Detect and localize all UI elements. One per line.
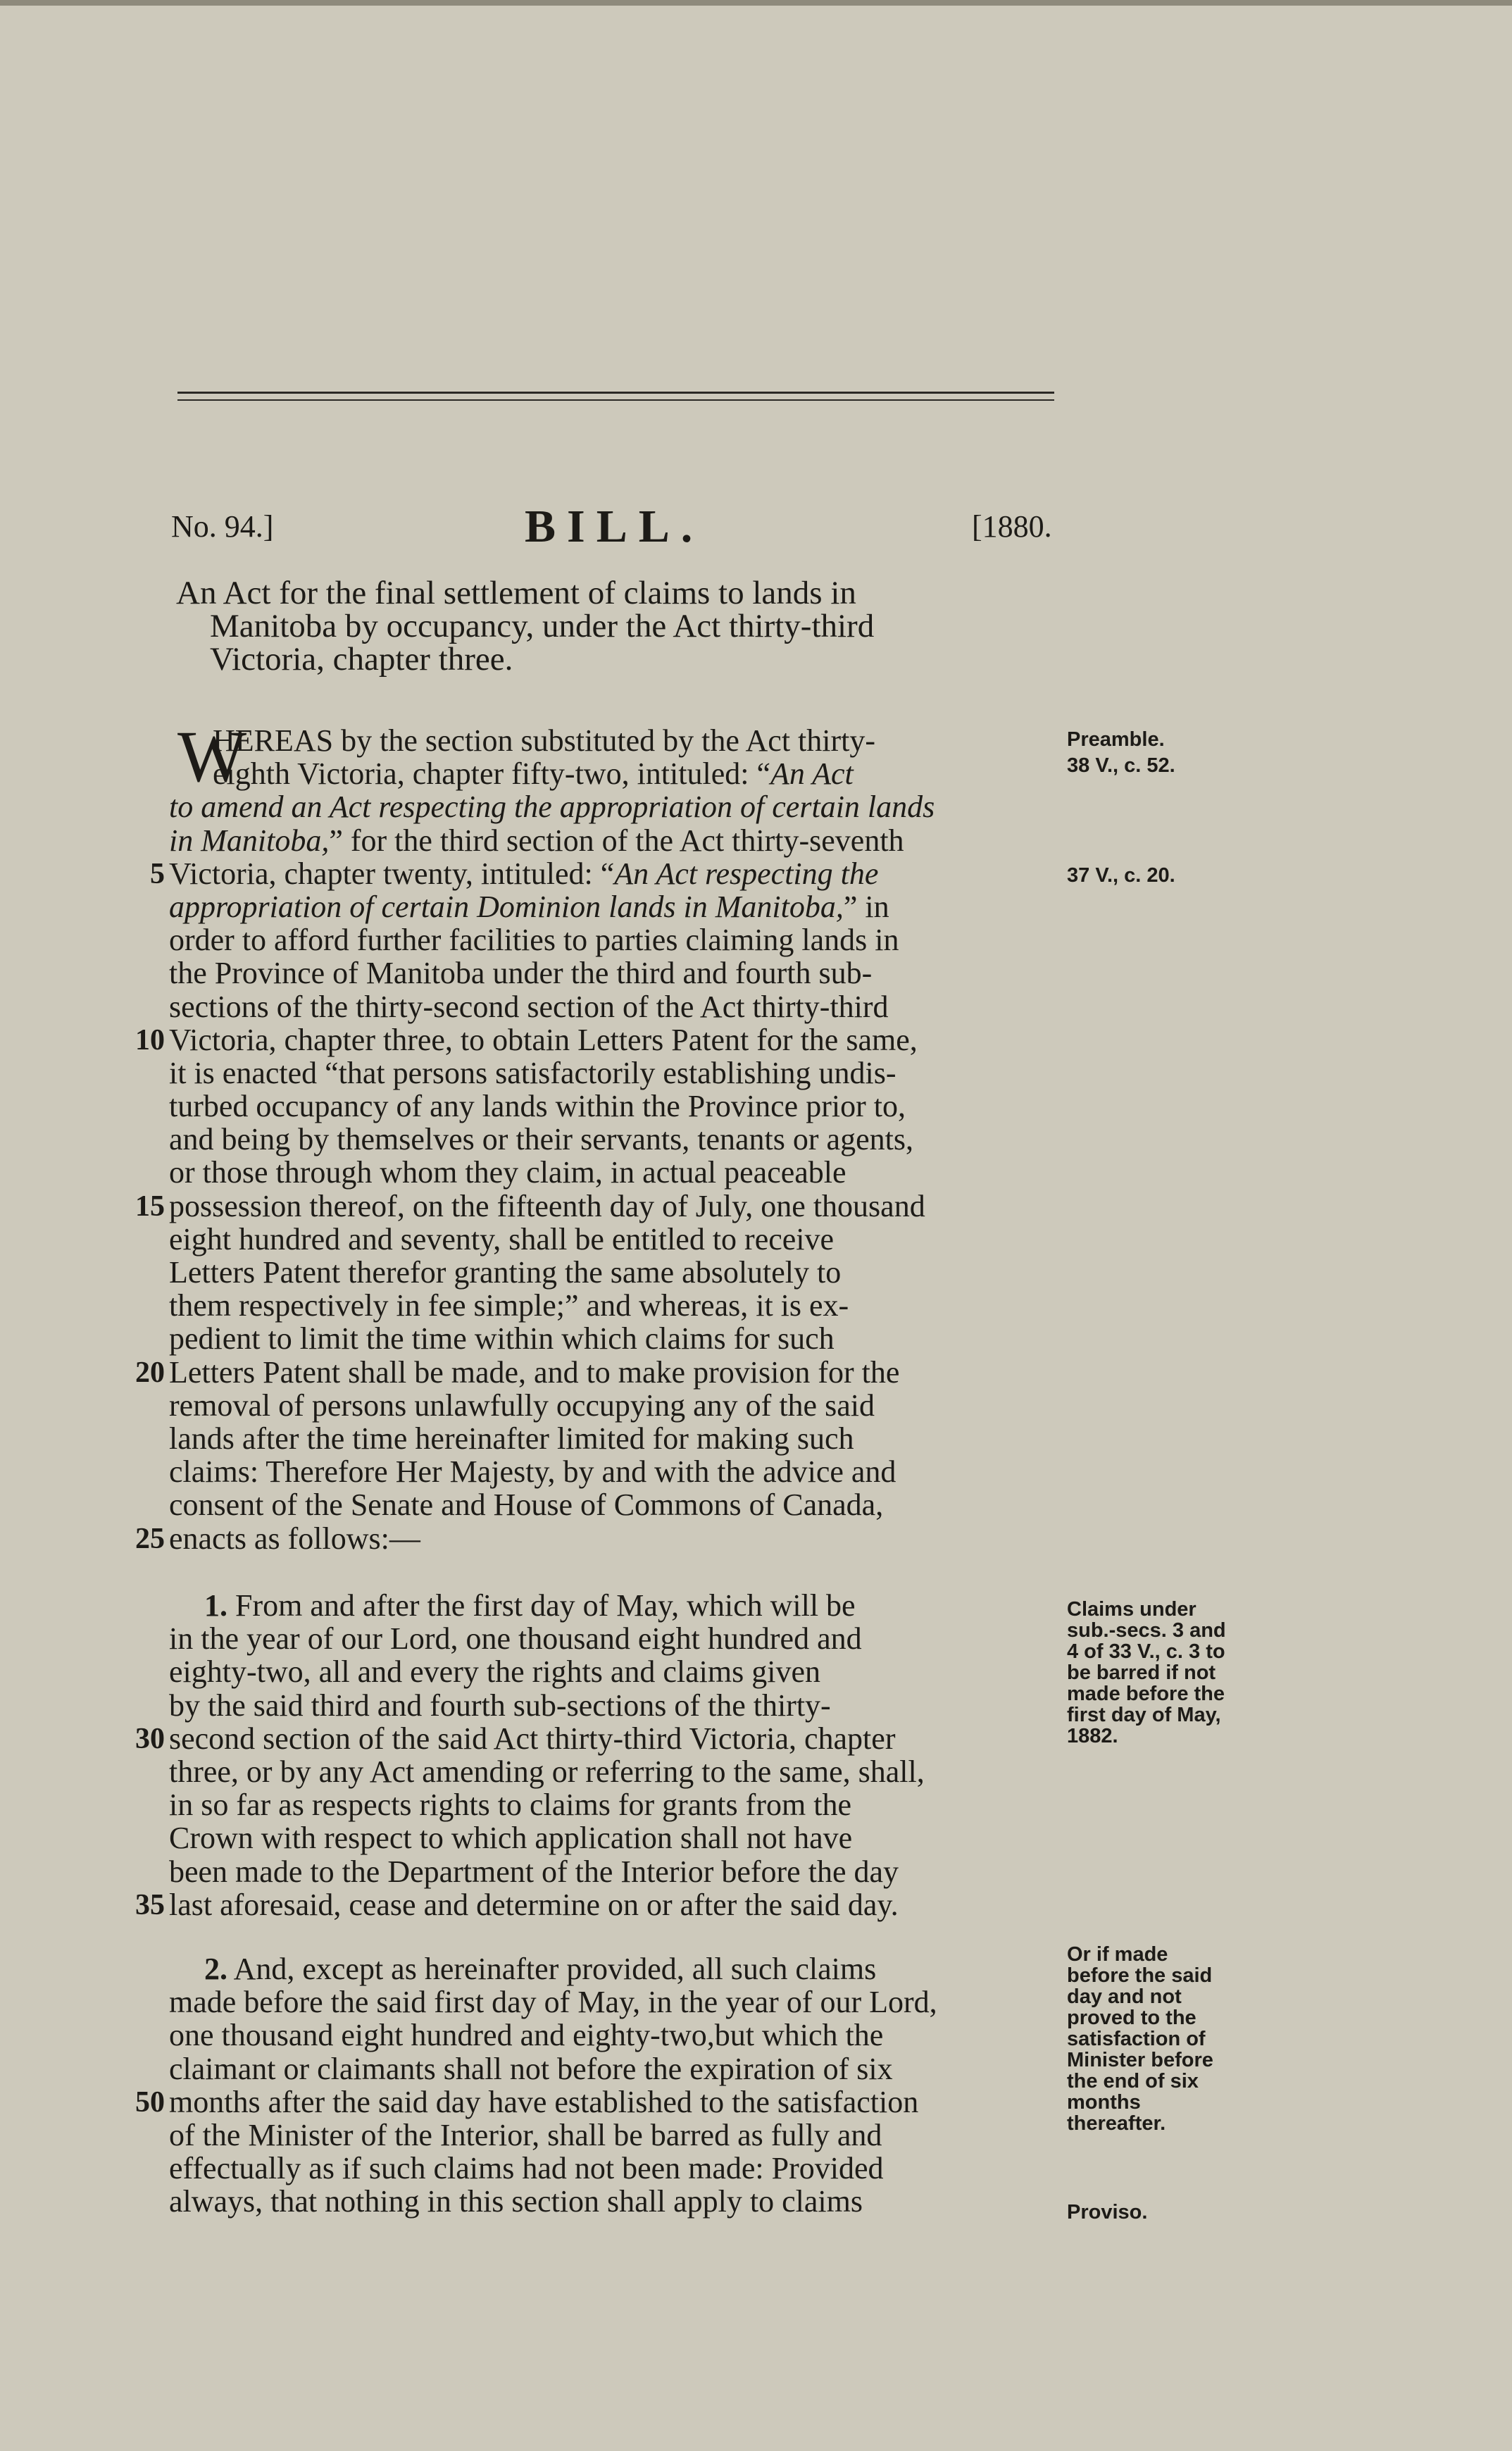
section-1-line: been made to the Department of the Interior before the day [169, 1854, 899, 1889]
section-1-line: in so far as respects rights to claims for grants from the [169, 1788, 851, 1823]
line-number: 35 [135, 1889, 165, 1921]
preamble-line: or those through whom they claim, in actual peaceable [169, 1155, 846, 1190]
section-2-line: of the Minister of the Interior, shall be barred as fully and [169, 2117, 882, 2152]
preamble-line: removal of persons unlawfully occupying any of the said [169, 1387, 875, 1423]
preamble-line: order to afford further facilities to parties claiming lands in [169, 923, 899, 958]
act-title-line: Victoria, chapter three. [210, 641, 513, 678]
preamble-text [169, 716, 1058, 1556]
preamble-line: HEREAS by the section substituted by the Act thirty- [213, 723, 876, 758]
preamble-line: enacts as follows:— [169, 1521, 420, 1556]
bill-number: No. 94.] [171, 509, 274, 544]
line-number: 30 [135, 1723, 165, 1755]
margin-note-proviso: Proviso. [1067, 2201, 1148, 2224]
margin-note-ref-38v: 38 V., c. 52. [1067, 754, 1175, 777]
bill-year: [1880. [972, 509, 1052, 544]
preamble-line: eighth Victoria, chapter fifty-two, intituled: “An Act [213, 756, 854, 792]
section-1-line: eighty-two, all and every the rights and claims given [169, 1654, 820, 1690]
preamble-line: them respectively in fee simple;” and whereas, it is ex- [169, 1288, 849, 1323]
section-2-line: effectually as if such claims had not been made: Provided [169, 2151, 884, 2186]
line-number: 10 [135, 1024, 165, 1056]
preamble-line: consent of the Senate and House of Commons of Canada, [169, 1488, 884, 1523]
preamble-line: Victoria, chapter twenty, intituled: “An Act respecting the [169, 856, 879, 891]
preamble-line: eight hundred and seventy, shall be entitled to receive [169, 1221, 835, 1256]
act-title-line: An Act for the final settlement of claims to lands in [176, 575, 856, 611]
line-number: 50 [135, 2086, 165, 2119]
preamble-line: pedient to limit the time within which claims for such [169, 1321, 835, 1357]
preamble-line: Victoria, chapter three, to obtain Letters Patent for the same, [169, 1022, 918, 1057]
section-2-number: 2. [204, 1952, 227, 1986]
page-top-edge [0, 0, 1512, 6]
preamble-line: turbed occupancy of any lands within the Province prior to, [169, 1089, 906, 1124]
preamble-line: it is enacted “that persons satisfactorily establishing undis- [169, 1055, 896, 1090]
line-number: 20 [135, 1357, 165, 1389]
section-1-line: last aforesaid, cease and determine on or after the said day. [169, 1887, 899, 1922]
preamble-line: and being by themselves or their servants, tenants or agents, [169, 1122, 913, 1157]
section-1-line: by the said third and fourth sub-sections of the thirty- [169, 1688, 831, 1723]
section-2 [169, 1952, 1058, 2219]
margin-note-ref-37v: 37 V., c. 20. [1067, 864, 1175, 887]
margin-note-claims-under: Claims under sub.-secs. 3 and 4 of 33 V., c. 3 to be barred if not made before the first day of May, 1882. [1067, 1598, 1226, 1747]
bill-heading: BILL. [525, 501, 704, 552]
section-2-first-line: And, except as hereinafter provided, all such claims [233, 1952, 877, 1986]
section-1-number: 1. [204, 1588, 227, 1623]
preamble-line: Letters Patent shall be made, and to make provision for the [169, 1354, 900, 1390]
section-1 [169, 1589, 1058, 1921]
preamble-line: to amend an Act respecting the appropriation of certain lands [169, 790, 935, 825]
section-1-line: Crown with respect to which application shall not have [169, 1821, 853, 1856]
preamble-line: Letters Patent therefor granting the same absolutely to [169, 1255, 842, 1290]
section-2-line: made before the said first day of May, in the year of our Lord, [169, 1985, 937, 2020]
act-title-line: Manitoba by occupancy, under the Act thirty-third [210, 608, 875, 645]
preamble-line: appropriation of certain Dominion lands in Manitoba,” in [169, 889, 889, 924]
act-title [176, 574, 1060, 678]
preamble-line: lands after the time hereinafter limited for making such [169, 1421, 854, 1456]
preamble-line: the Province of Manitoba under the third and fourth sub- [169, 956, 873, 991]
preamble-line: claims: Therefore Her Majesty, by and with the advice and [169, 1454, 896, 1490]
section-2-line: months after the said day have established to the satisfaction [169, 2084, 919, 2119]
line-number: 25 [135, 1523, 165, 1555]
section-2-line: always, that nothing in this section shall apply to claims [169, 2184, 863, 2219]
section-1-line: three, or by any Act amending or referring to the same, shall, [169, 1754, 925, 1789]
section-2-line [169, 1952, 1058, 1985]
line-number: 15 [135, 1190, 165, 1223]
section-1-line [169, 1589, 1058, 1622]
line-number: 5 [150, 858, 165, 890]
drop-cap: W [177, 716, 247, 797]
margin-note-or-if-made: Or if made before the said day and not proved to the satisfaction of Minister before the end of six months thereafter. [1067, 1943, 1213, 2135]
section-2-line: one thousand eight hundred and eighty-two,but which the [169, 2018, 884, 2053]
margin-note-preamble: Preamble. [1067, 728, 1165, 751]
preamble-line: in Manitoba,” for the third section of the Act thirty-seventh [169, 823, 904, 858]
section-1-line: in the year of our Lord, one thousand eight hundred and [169, 1621, 862, 1657]
preamble-line: possession thereof, on the fifteenth day of July, one thousand [169, 1188, 925, 1223]
section-2-line: claimant or claimants shall not before the expiration of six [169, 2051, 893, 2086]
preamble-line: sections of the thirty-second section of the Act thirty-third [169, 989, 889, 1024]
section-1-first-line: From and after the first day of May, which will be [235, 1588, 856, 1623]
section-1-line: second section of the said Act thirty-third Victoria, chapter [169, 1721, 896, 1756]
header-rule-top [177, 392, 1054, 394]
header-rule-bottom [177, 399, 1054, 401]
